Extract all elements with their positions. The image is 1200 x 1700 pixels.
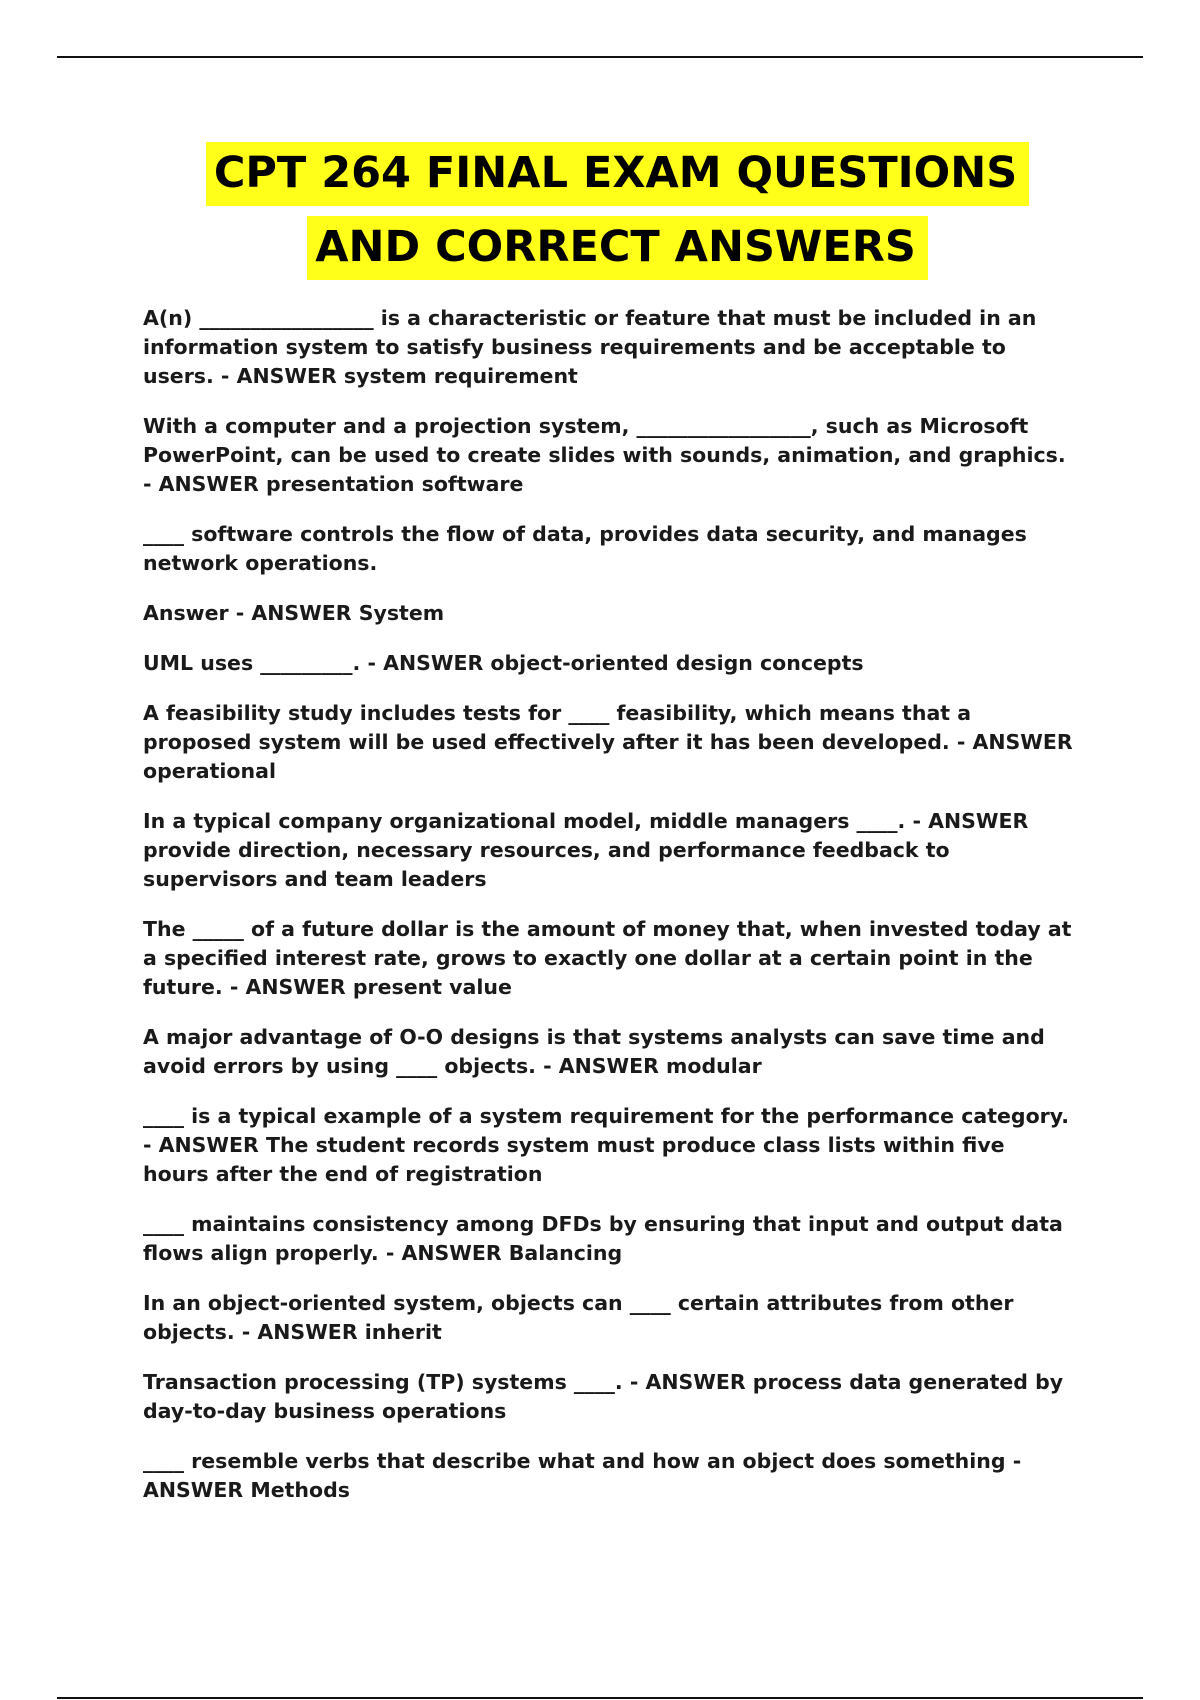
qa-item-7: In a typical company organizational model, middle managers ____. - ANSWER provide direction, necessary resources, and performance feedback to supervisors and team leaders (143, 809, 1029, 891)
footer-rule (57, 1697, 1143, 1699)
title-line-1: CPT 264 FINAL EXAM QUESTIONS (206, 142, 1029, 206)
qa-item-5: UML uses _________. - ANSWER object-oriented design concepts (143, 651, 864, 675)
qa-item-9: A major advantage of O-O designs is that systems analysts can save time and avoid errors by using ____ objects. - ANSWER modular (143, 1025, 1045, 1078)
qa-item-2: With a computer and a projection system, _________________, such as Microsoft PowerPoint, can be used to create slides with sounds, animation, and graphics. - ANSWER presentation software (143, 414, 1066, 496)
header-rule (57, 56, 1143, 58)
qa-item-13: Transaction processing (TP) systems ____. - ANSWER process data generated by day-to-day business operations (143, 1370, 1064, 1423)
qa-item-12: In an object-oriented system, objects can ____ certain attributes from other objects. - ANSWER inherit (143, 1291, 1014, 1344)
qa-item-10: ____ is a typical example of a system requirement for the performance category. - ANSWER The student records system must produce class lists within five hours after the end of registration (143, 1104, 1070, 1186)
qa-item-11: ____ maintains consistency among DFDs by ensuring that input and output data flows align properly. - ANSWER Balancing (143, 1212, 1063, 1265)
question-answer-list (143, 304, 1073, 1526)
qa-item-3: ____ software controls the flow of data, provides data security, and manages network operations. (143, 522, 1027, 575)
qa-item-6: A feasibility study includes tests for ____ feasibility, which means that a proposed system will be used effectively after it has been developed. - ANSWER operational (143, 701, 1073, 783)
title-line-2: AND CORRECT ANSWERS (307, 216, 928, 280)
qa-item-14: ____ resemble verbs that describe what and how an object does something - ANSWER Methods (143, 1449, 1022, 1502)
qa-item-8: The _____ of a future dollar is the amount of money that, when invested today at a specified interest rate, grows to exactly one dollar at a certain point in the future. - ANSWER present value (143, 917, 1072, 999)
qa-item-4: Answer - ANSWER System (143, 601, 445, 625)
qa-item-1: A(n) _________________ is a characteristic or feature that must be included in an information system to satisfy business requirements and be acceptable to users. - ANSWER system requirement (143, 306, 1037, 388)
document-title (0, 142, 1200, 280)
